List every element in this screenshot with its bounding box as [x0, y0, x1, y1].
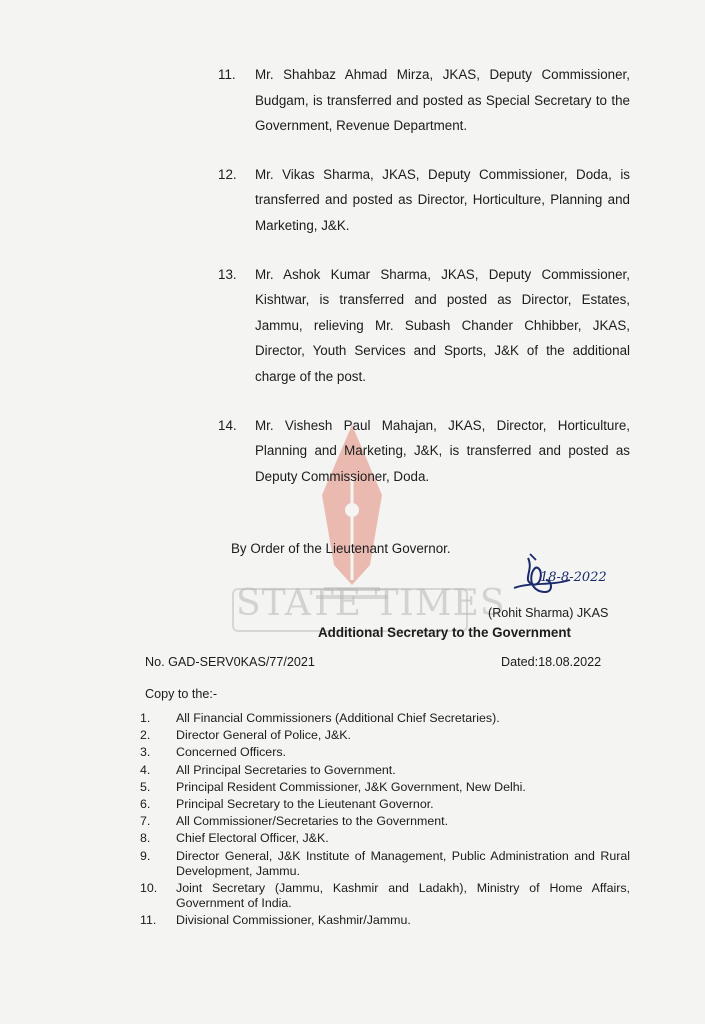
list-item — [140, 728, 630, 743]
list-text: Principal Resident Commissioner, J&K Government, New Delhi. — [176, 779, 526, 794]
list-item — [140, 797, 630, 812]
list-text: Director General of Police, J&K. — [176, 728, 351, 743]
transfer-orders — [218, 62, 630, 512]
copy-to-label: Copy to the:- — [145, 687, 218, 701]
list-number: 7. — [140, 814, 151, 829]
list-number: 6. — [140, 796, 151, 811]
order-item — [218, 62, 630, 139]
order-item — [218, 262, 630, 390]
order-number: 13. — [218, 266, 237, 282]
list-number: 11. — [140, 912, 157, 927]
order-number: 12. — [218, 166, 237, 182]
signer-name: (Rohit Sharma) JKAS — [488, 606, 609, 620]
list-text: All Commissioner/Secretaries to the Government. — [176, 814, 449, 829]
order-item — [218, 162, 630, 239]
list-item — [140, 780, 630, 795]
watermark-text: STATE TIMES — [236, 583, 506, 624]
by-order-line: By Order of the Lieutenant Governor. — [231, 541, 451, 556]
list-text: All Principal Secretaries to Government. — [176, 762, 396, 777]
list-item — [140, 831, 630, 846]
list-text: Chief Electoral Officer, J&K. — [176, 831, 329, 846]
order-number: 11. — [218, 67, 236, 82]
copy-list — [140, 711, 630, 930]
list-item — [140, 881, 630, 911]
order-text: Mr. Ashok Kumar Sharma, JKAS, Deputy Commissioner, Kishtwar, is transferred and posted as Director, Estates, Jammu, relieving Mr. Subash Chander Chhibber, JKAS, Director, Youth Services and Sports, J&K of the additional charge of the post. — [255, 266, 630, 384]
list-text: Divisional Commissioner, Kashmir/Jammu. — [176, 912, 411, 927]
list-number: 9. — [140, 848, 151, 863]
list-text: Director General, J&K Institute of Management, Public Administration and Rural Development, Jammu. — [176, 848, 630, 878]
list-item — [140, 814, 630, 829]
list-number: 1. — [140, 711, 151, 725]
list-item — [140, 913, 630, 928]
list-number: 3. — [140, 745, 151, 760]
list-item — [140, 763, 630, 778]
list-text: Concerned Officers. — [176, 745, 286, 760]
list-text: Principal Secretary to the Lieutenant Governor. — [176, 796, 434, 811]
list-number: 8. — [140, 831, 151, 846]
list-number: 5. — [140, 779, 151, 794]
reference-number: No. GAD-SERV0KAS/77/2021 — [145, 655, 315, 669]
list-number: 10. — [140, 880, 158, 895]
order-text: Mr. Shahbaz Ahmad Mirza, JKAS, Deputy Commissioner, Budgam, is transferred and posted as Special Secretary to the Government, Revenue Department. — [255, 67, 630, 134]
list-number: 4. — [140, 762, 151, 777]
order-item — [218, 413, 630, 490]
signer-designation: Additional Secretary to the Government — [318, 625, 571, 640]
signature-date: 18-8-2022 — [540, 570, 607, 585]
list-number: 2. — [140, 728, 151, 743]
list-text: Joint Secretary (Jammu, Kashmir and Ladakh), Ministry of Home Affairs, Government of India. — [176, 880, 630, 910]
order-text: Mr. Vishesh Paul Mahajan, JKAS, Director, Horticulture, Planning and Marketing, J&K, is transferred and posted as Deputy Commissioner, Doda. — [255, 417, 630, 484]
list-text: All Financial Commissioners (Additional Chief Secretaries). — [176, 711, 500, 725]
order-number: 14. — [218, 417, 237, 433]
list-item — [140, 745, 630, 760]
order-text: Mr. Vikas Sharma, JKAS, Deputy Commissioner, Doda, is transferred and posted as Director, Horticulture, Planning and Marketing, J&K. — [255, 166, 630, 233]
reference-date: Dated:18.08.2022 — [501, 655, 602, 669]
list-item — [140, 849, 630, 879]
list-item — [140, 711, 630, 726]
